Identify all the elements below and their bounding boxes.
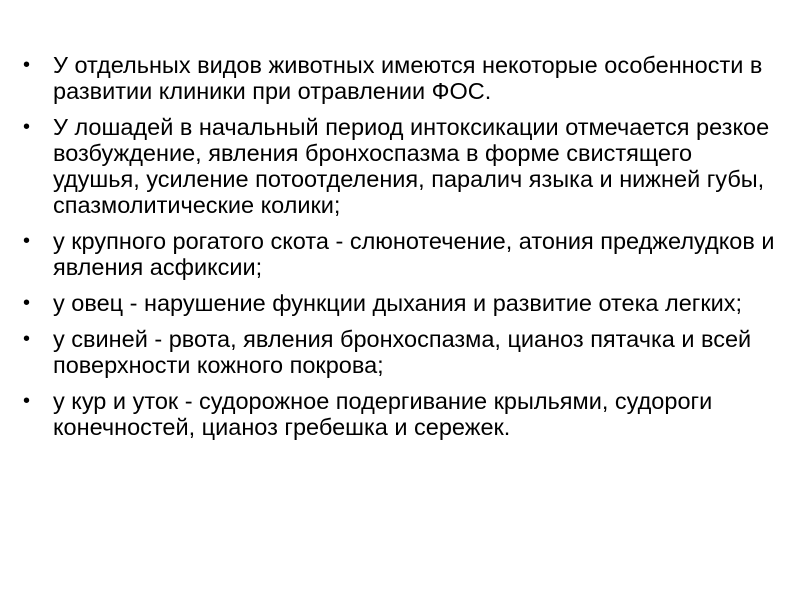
list-item: [20, 326, 780, 378]
bullet-text: у крупного рогатого скота - слюнотечение, атония преджелудков и явления асфиксии;: [53, 228, 775, 280]
bullet-text: у овец - нарушение функции дыхания и развитие отека легких;: [53, 290, 743, 316]
bullet-icon: •: [23, 292, 31, 314]
list-item: [20, 290, 780, 316]
bullet-icon: •: [23, 116, 31, 138]
bullet-text: у кур и уток - судорожное подергивание крыльями, судороги конечностей, цианоз гребешка и сережек.: [53, 388, 713, 440]
bullet-icon: •: [23, 230, 31, 252]
list-item: [20, 114, 780, 218]
list-item: [20, 52, 780, 104]
bullet-icon: •: [23, 390, 31, 412]
bullet-text: У отдельных видов животных имеются некоторые особенности в развитии клиники при отравлении ФОС.: [53, 52, 763, 104]
bullet-icon: •: [23, 54, 31, 76]
list-item: [20, 228, 780, 280]
bullet-text: У лошадей в начальный период интоксикации отмечается резкое возбуждение, явления бронхоспазма в форме свистящего удушья, усиление потоотделения, паралич языка и нижней губы, спазмолитические колики;: [53, 114, 770, 218]
bullet-text: у свиней - рвота, явления бронхоспазма, цианоз пятачка и всей поверхности кожного покрова;: [53, 326, 752, 378]
bullet-icon: •: [23, 328, 31, 350]
list-item: [20, 388, 780, 440]
bullet-list: [20, 52, 780, 450]
